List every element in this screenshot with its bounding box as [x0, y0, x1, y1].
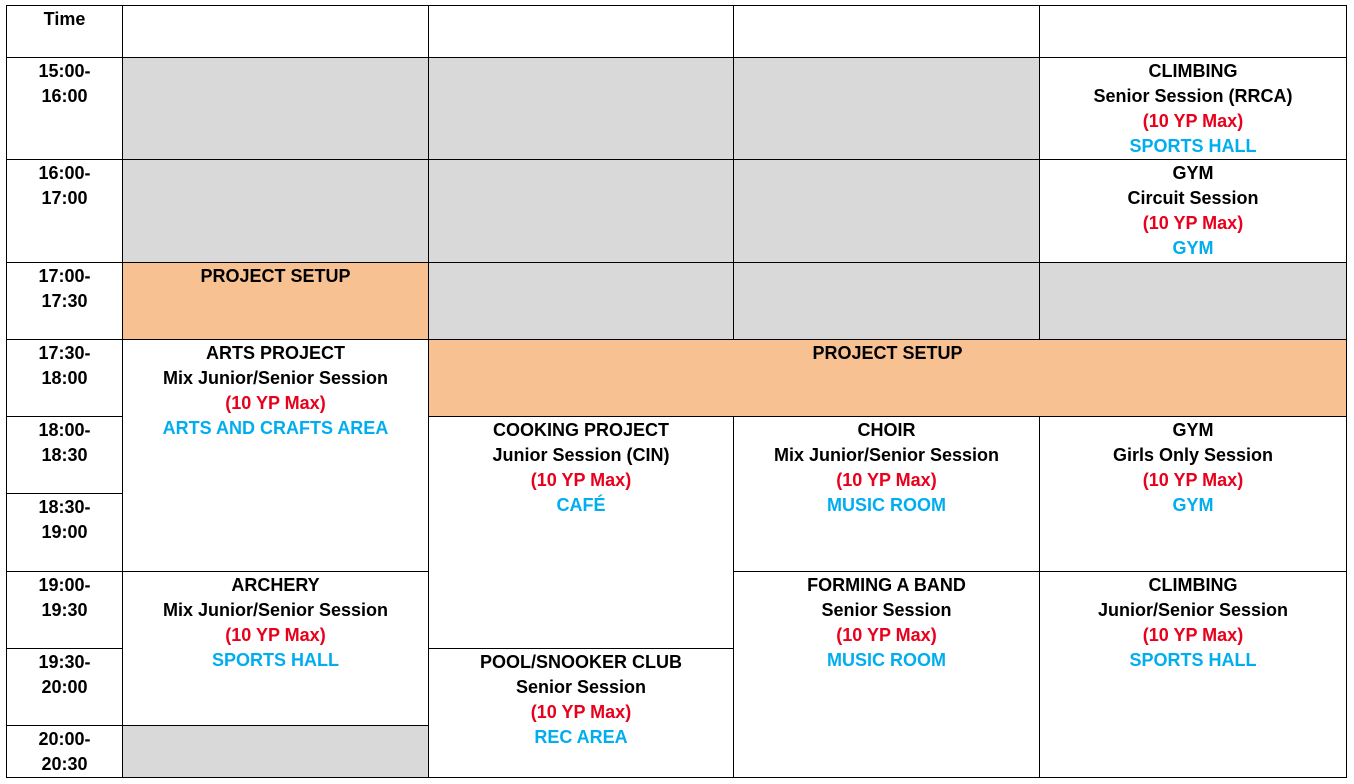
session-location: CAFÉ	[556, 495, 606, 515]
session-capacity: (10 YP Max)	[836, 625, 937, 645]
time-end: 19:00	[41, 522, 88, 542]
time-slot-cell	[7, 649, 123, 726]
day-column-header	[429, 6, 734, 58]
session-location: ARTS AND CRAFTS AREA	[162, 418, 389, 438]
time-start: 20:00-	[38, 729, 91, 749]
session-capacity: (10 YP Max)	[1142, 213, 1244, 233]
session-cell-choir	[734, 417, 1040, 572]
empty-slot	[734, 160, 1040, 263]
time-end: 18:30	[41, 445, 88, 465]
time-end: 17:30	[41, 291, 88, 311]
time-start: 19:00-	[38, 575, 91, 595]
time-end: 16:00	[41, 86, 88, 106]
table-row	[7, 58, 1347, 160]
time-start: 16:00-	[38, 163, 91, 183]
empty-slot	[734, 263, 1040, 340]
empty-slot	[734, 58, 1040, 160]
session-type: Mix Junior/Senior Session	[773, 445, 1000, 465]
time-slot-cell	[7, 726, 123, 778]
session-type: Junior Session (CIN)	[492, 445, 670, 465]
session-cell-archery	[123, 572, 429, 726]
session-capacity: (10 YP Max)	[530, 470, 632, 490]
session-type: Senior Session	[515, 677, 647, 697]
timetable	[6, 5, 1347, 778]
session-cell-gym-girls	[1040, 417, 1347, 572]
time-end: 18:00	[41, 368, 88, 388]
header-row	[7, 6, 1347, 58]
session-cell-pool	[429, 649, 734, 778]
table-row	[7, 160, 1347, 263]
session-location: REC AREA	[534, 727, 628, 747]
session-title: ARCHERY	[231, 575, 320, 595]
time-start: 17:30-	[38, 343, 91, 363]
session-title: CLIMBING	[1148, 575, 1238, 595]
table-row	[7, 263, 1347, 340]
time-slot-cell	[7, 340, 123, 417]
session-cell-cooking	[429, 417, 734, 649]
time-start: 18:00-	[38, 420, 91, 440]
project-setup-cell	[123, 263, 429, 340]
empty-slot	[123, 58, 429, 160]
project-setup-cell	[429, 340, 1347, 417]
session-location: SPORTS HALL	[211, 650, 339, 670]
session-title: CLIMBING	[1148, 61, 1238, 81]
session-cell-climbing-junior	[1040, 572, 1347, 778]
time-start: 19:30-	[38, 652, 91, 672]
session-location: MUSIC ROOM	[827, 495, 946, 515]
session-location: MUSIC ROOM	[827, 650, 946, 670]
day-column-header	[123, 6, 429, 58]
session-cell-arts	[123, 340, 429, 572]
time-start: 18:30-	[38, 497, 91, 517]
session-type: Mix Junior/Senior Session	[162, 368, 389, 388]
empty-slot	[1040, 263, 1347, 340]
session-title: COOKING PROJECT	[492, 420, 670, 440]
table-row	[7, 340, 1347, 417]
session-capacity: (10 YP Max)	[1142, 625, 1244, 645]
session-capacity: (10 YP Max)	[530, 702, 632, 722]
session-capacity: (10 YP Max)	[225, 625, 326, 645]
session-capacity: (10 YP Max)	[225, 393, 326, 413]
session-type: Senior Session (RRCA)	[1093, 86, 1293, 106]
time-slot-cell	[7, 263, 123, 340]
session-type: Girls Only Session	[1112, 445, 1274, 465]
empty-slot	[429, 58, 734, 160]
session-type: Junior/Senior Session	[1097, 600, 1289, 620]
empty-slot	[429, 263, 734, 340]
session-location: GYM	[1172, 495, 1214, 515]
session-capacity: (10 YP Max)	[1142, 111, 1244, 131]
session-title: GYM	[1172, 420, 1214, 440]
session-location: GYM	[1172, 238, 1214, 258]
time-start: 17:00-	[38, 266, 91, 286]
time-slot-cell	[7, 572, 123, 649]
time-end: 20:30	[41, 754, 88, 774]
session-title: ARTS PROJECT	[205, 343, 346, 363]
session-location: SPORTS HALL	[1129, 136, 1257, 156]
session-cell-gym-circuit	[1040, 160, 1347, 263]
session-capacity: (10 YP Max)	[836, 470, 937, 490]
session-title: CHOIR	[857, 420, 916, 440]
time-column-header: Time	[7, 6, 123, 58]
session-title: POOL/SNOOKER CLUB	[479, 652, 682, 672]
session-type: Senior Session	[821, 600, 952, 620]
time-end: 17:00	[41, 188, 88, 208]
session-location: SPORTS HALL	[1129, 650, 1257, 670]
session-title: GYM	[1172, 163, 1214, 183]
session-cell-climbing-senior	[1040, 58, 1347, 160]
time-slot-cell	[7, 417, 123, 494]
session-title: PROJECT SETUP	[812, 343, 963, 363]
empty-slot	[123, 160, 429, 263]
day-column-header	[734, 6, 1040, 58]
session-title: PROJECT SETUP	[200, 266, 351, 286]
session-title: FORMING A BAND	[807, 575, 966, 595]
session-type: Circuit Session	[1127, 188, 1259, 208]
time-end: 20:00	[41, 677, 88, 697]
day-column-header	[1040, 6, 1347, 58]
session-type: Mix Junior/Senior Session	[162, 600, 389, 620]
time-end: 19:30	[41, 600, 88, 620]
time-slot-cell	[7, 494, 123, 572]
session-cell-band	[734, 572, 1040, 778]
time-slot-cell	[7, 58, 123, 160]
empty-slot	[123, 726, 429, 778]
session-capacity: (10 YP Max)	[1142, 470, 1244, 490]
empty-slot	[429, 160, 734, 263]
time-start: 15:00-	[38, 61, 91, 81]
time-slot-cell	[7, 160, 123, 263]
